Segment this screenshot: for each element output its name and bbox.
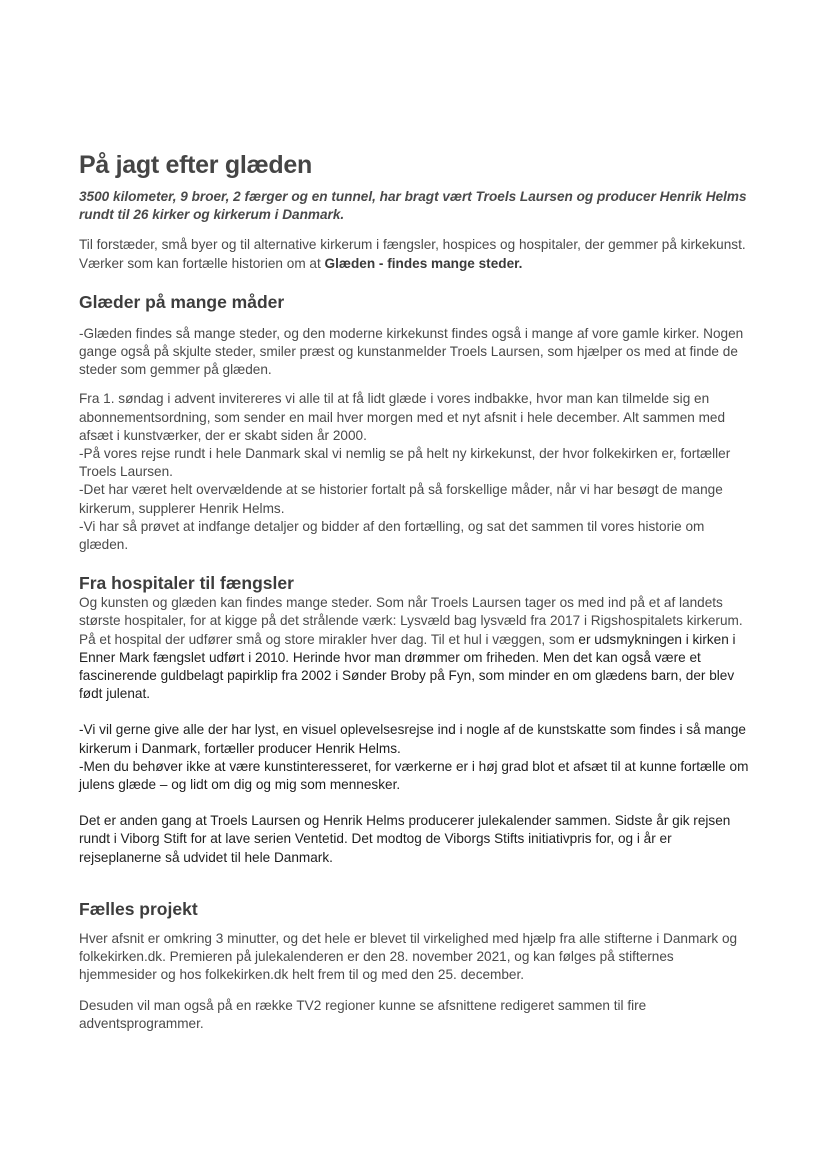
section1-line: Fra 1. søndag i advent invitereres vi alle til at få lidt glæde i vores indbakke, hvor man kan tilmelde sig en abonnementsordning, som sender en mail hver morgen med et nyt afsnit i hele december. Alt sammen med afsæt i kunstværker, der er skabt siden år 2000. [79,391,726,443]
section-heading-faelles: Fælles projekt [79,898,198,919]
section2-line: -Vi vil gerne give alle der har lyst, en visuel oplevelsesrejse ind i nogle af de kunstskatte som findes i så mange kirkerum i Danmark, fortæller producer Henrik Helms. [79,722,746,756]
section1-line: -På vores rejse rundt i hele Danmark skal vi nemlig se på helt ny kirkekunst, der hvor folkekirken er, fortæller Troels Laursen. [79,446,731,480]
section2-paragraph-2 [79,721,751,794]
intro-text: Til forstæder, små byer og til alternative kirkerum i fængsler, hospices og hospitaler, der gemmer på kirkekunst. Værker som kan fortælle historien om at [79,237,746,271]
section2-line: -Men du behøver ikke at være kunstinteresseret, for værkerne er i høj grad blot et afsæt til at kunne fortælle om julens glæde – og lidt om dig og mig som mennesker. [79,758,749,793]
section3-paragraph-2: Desuden vil man også på en række TV2 regioner kunne se afsnittene redigeret sammen til fire adventsprogrammer. [79,997,647,1031]
section2-p1-dark: er udsmykningen i kirken i Enner Mark fængslet udført i 2010. Herinde hvor man drømmer om friheden. Men det kan også være et fascinerende guldbelagt papirklip fra 2002 i Sønder Broby på Fyn, som minder en om glædens barn, der blev født julenat. [79,631,736,702]
intro-paragraph [79,236,751,272]
article-lead: 3500 kilometer, 9 broer, 2 færger og en tunnel, har bragt vært Troels Laursen og producer Henrik Helms rundt til 26 kirker og kirkerum i Danmark. [79,189,747,223]
section3-paragraph-1: Hver afsnit er omkring 3 minutter, og det hele er blevet til virkelighed med hjælp fra alle stifterne i Danmark og folkekirken.dk. Premieren på julekalenderen er den 28. november 2021, og kan følges på stifternes hjemmesider og hos folkekirken.dk helt frem til og med den 25. december. [79,930,738,983]
section-heading-glaeder: Glæder på mange måder [79,291,285,312]
article-title: På jagt efter glæden [79,151,312,179]
section1-paragraph-1: -Glæden findes så mange steder, og den moderne kirkekunst findes også i mange af vore gamle kirker. Nogen gange også på skjulte steder, smiler præst og kunstanmelder Troels Laursen, som hjælper os med at finde de steder som gemmer på glæden. [79,325,744,378]
section2-p1-grey: Og kunsten og glæden kan findes mange steder. Som når Troels Laursen tager os med ind på et af landets største hospitaler, for at kigge på det strålende værk: Lysvæld bag lysvæld fra 2017 i Rigshospitalets kirkerum. På et hospital der udfører små og store mirakler hver dag. Til et hul i væggen, som [79,595,743,647]
section1-line: -Vi har så prøvet at indfange detaljer og bidder af den fortælling, og sat det sammen til vores historie om glæden. [79,518,705,553]
section2-paragraph-1 [79,594,751,703]
section1-paragraph-2 [79,390,751,554]
section1-line: -Det har været helt overvældende at se historier fortalt på så forskellige måder, når vi har besøgt de mange kirkerum, supplerer Henrik Helms. [79,482,723,516]
section2-paragraph-3: Det er anden gang at Troels Laursen og Henrik Helms producerer julekalender sammen. Sidste år gik rejsen rundt i Viborg Stift for at lave serien Ventetid. Det modtog de Viborgs Stifts initiativpris for, og i år er rejseplanerne så udvidet til hele Danmark. [79,813,731,865]
intro-bold-text: Glæden - findes mange steder. [324,255,523,271]
document-page [79,150,751,1033]
section-heading-hospitaler: Fra hospitaler til fængsler [79,573,294,594]
